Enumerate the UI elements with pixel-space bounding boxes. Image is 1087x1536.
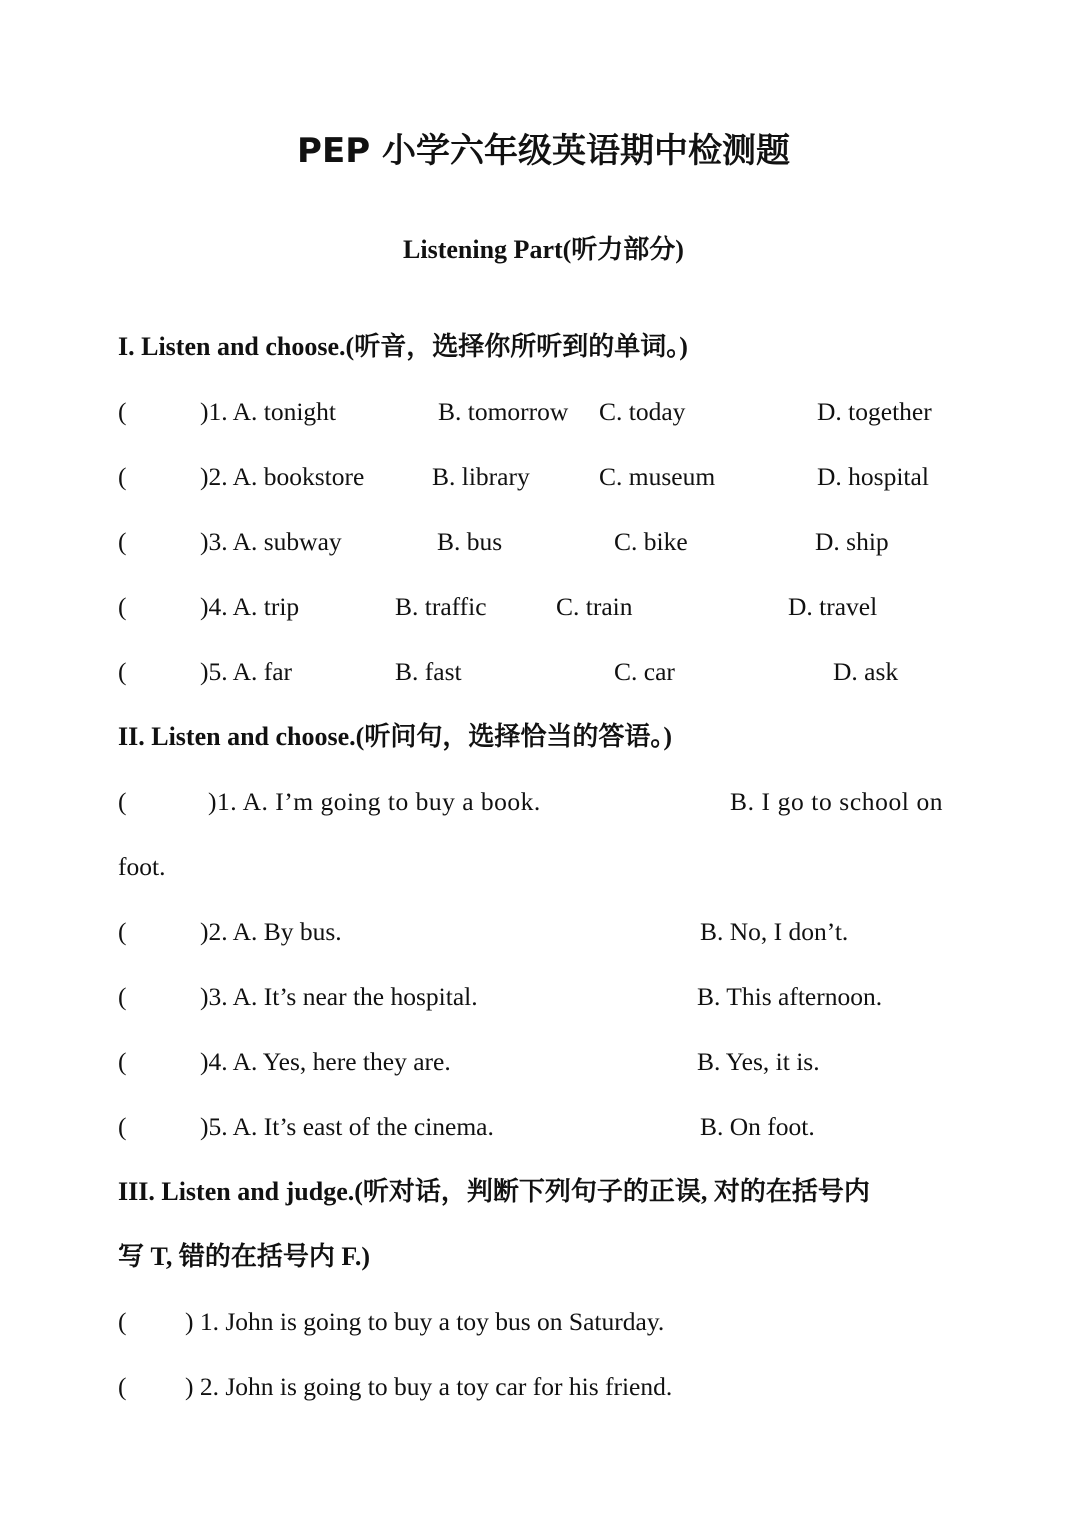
section-2-question-3 bbox=[118, 977, 978, 1017]
option-d: D. travel bbox=[788, 592, 878, 621]
answer-paren[interactable]: ( bbox=[118, 1047, 127, 1076]
option-b: B. tomorrow bbox=[438, 397, 569, 426]
section-3-statement-1 bbox=[118, 1302, 978, 1342]
option-b: B. Yes, it is. bbox=[697, 1047, 820, 1076]
section-2-question-1 bbox=[118, 782, 978, 822]
option-a: )4. A. Yes, here they are. bbox=[200, 1047, 451, 1076]
answer-paren[interactable]: ( bbox=[118, 657, 127, 686]
answer-paren[interactable]: ( bbox=[118, 527, 127, 556]
option-a: )3. A. subway bbox=[200, 527, 342, 556]
section-3-heading-line-2: 写 T, 错的在括号内 F.) bbox=[118, 1242, 371, 1271]
option-a: )1. A. tonight bbox=[200, 397, 337, 426]
option-b: B. On foot. bbox=[700, 1112, 815, 1141]
option-a: )5. A. far bbox=[200, 657, 293, 686]
option-b: B. I go to school on bbox=[730, 787, 944, 816]
statement-text: ) 2. John is going to buy a toy car for his friend. bbox=[185, 1372, 673, 1401]
option-d: D. hospital bbox=[817, 462, 929, 491]
answer-paren[interactable]: ( bbox=[118, 917, 127, 946]
option-c: C. car bbox=[614, 657, 675, 686]
answer-paren[interactable]: ( bbox=[118, 787, 127, 816]
option-b: B. fast bbox=[395, 657, 462, 686]
section-1-question-2 bbox=[118, 457, 978, 497]
section-1-question-1 bbox=[118, 392, 978, 432]
option-a: )3. A. It’s near the hospital. bbox=[200, 982, 478, 1011]
page-title: PEP 小学六年级英语期中检测题 bbox=[297, 131, 790, 171]
option-c: C. museum bbox=[599, 462, 716, 491]
section-2-question-4 bbox=[118, 1042, 978, 1082]
answer-paren[interactable]: ( bbox=[118, 592, 127, 621]
section-1-question-4 bbox=[118, 587, 978, 627]
answer-paren[interactable]: ( bbox=[118, 982, 127, 1011]
option-c: C. bike bbox=[614, 527, 688, 556]
answer-paren[interactable]: ( bbox=[118, 1112, 127, 1141]
section-1-question-3 bbox=[118, 522, 978, 562]
option-a: )2. A. By bus. bbox=[200, 917, 342, 946]
statement-text: ) 1. John is going to buy a toy bus on Saturday. bbox=[185, 1307, 665, 1336]
option-b: B. No, I don’t. bbox=[700, 917, 849, 946]
option-a: )4. A. trip bbox=[200, 592, 300, 621]
option-a: )5. A. It’s east of the cinema. bbox=[200, 1112, 494, 1141]
answer-paren[interactable]: ( bbox=[118, 1372, 127, 1401]
option-c: C. today bbox=[599, 397, 686, 426]
section-1-heading: I. Listen and choose.(听音，选择你所听到的单词。) bbox=[118, 332, 688, 361]
section-3-heading-line-1: III. Listen and judge.(听对话，判断下列句子的正误, 对的在括号内 bbox=[118, 1177, 870, 1206]
section-3-statement-2 bbox=[118, 1367, 978, 1407]
answer-paren[interactable]: ( bbox=[118, 1307, 127, 1336]
section-subtitle: Listening Part(听力部分) bbox=[403, 235, 684, 264]
answer-paren[interactable]: ( bbox=[118, 397, 127, 426]
option-b: B. bus bbox=[437, 527, 503, 556]
option-a: )1. A. I’m going to buy a book. bbox=[208, 787, 541, 816]
section-2-question-5 bbox=[118, 1107, 978, 1147]
option-c: C. train bbox=[556, 592, 633, 621]
option-b: B. This afternoon. bbox=[697, 982, 883, 1011]
section-2-heading: II. Listen and choose.(听问句，选择恰当的答语。) bbox=[118, 722, 672, 751]
section-2-question-1-continuation: foot. bbox=[118, 852, 166, 881]
option-d: D. together bbox=[817, 397, 932, 426]
option-d: D. ask bbox=[833, 657, 899, 686]
answer-paren[interactable]: ( bbox=[118, 462, 127, 491]
option-a: )2. A. bookstore bbox=[200, 462, 365, 491]
section-2-question-2 bbox=[118, 912, 978, 952]
option-d: D. ship bbox=[815, 527, 889, 556]
option-b: B. traffic bbox=[395, 592, 487, 621]
option-b: B. library bbox=[432, 462, 530, 491]
section-1-question-5 bbox=[118, 652, 978, 692]
